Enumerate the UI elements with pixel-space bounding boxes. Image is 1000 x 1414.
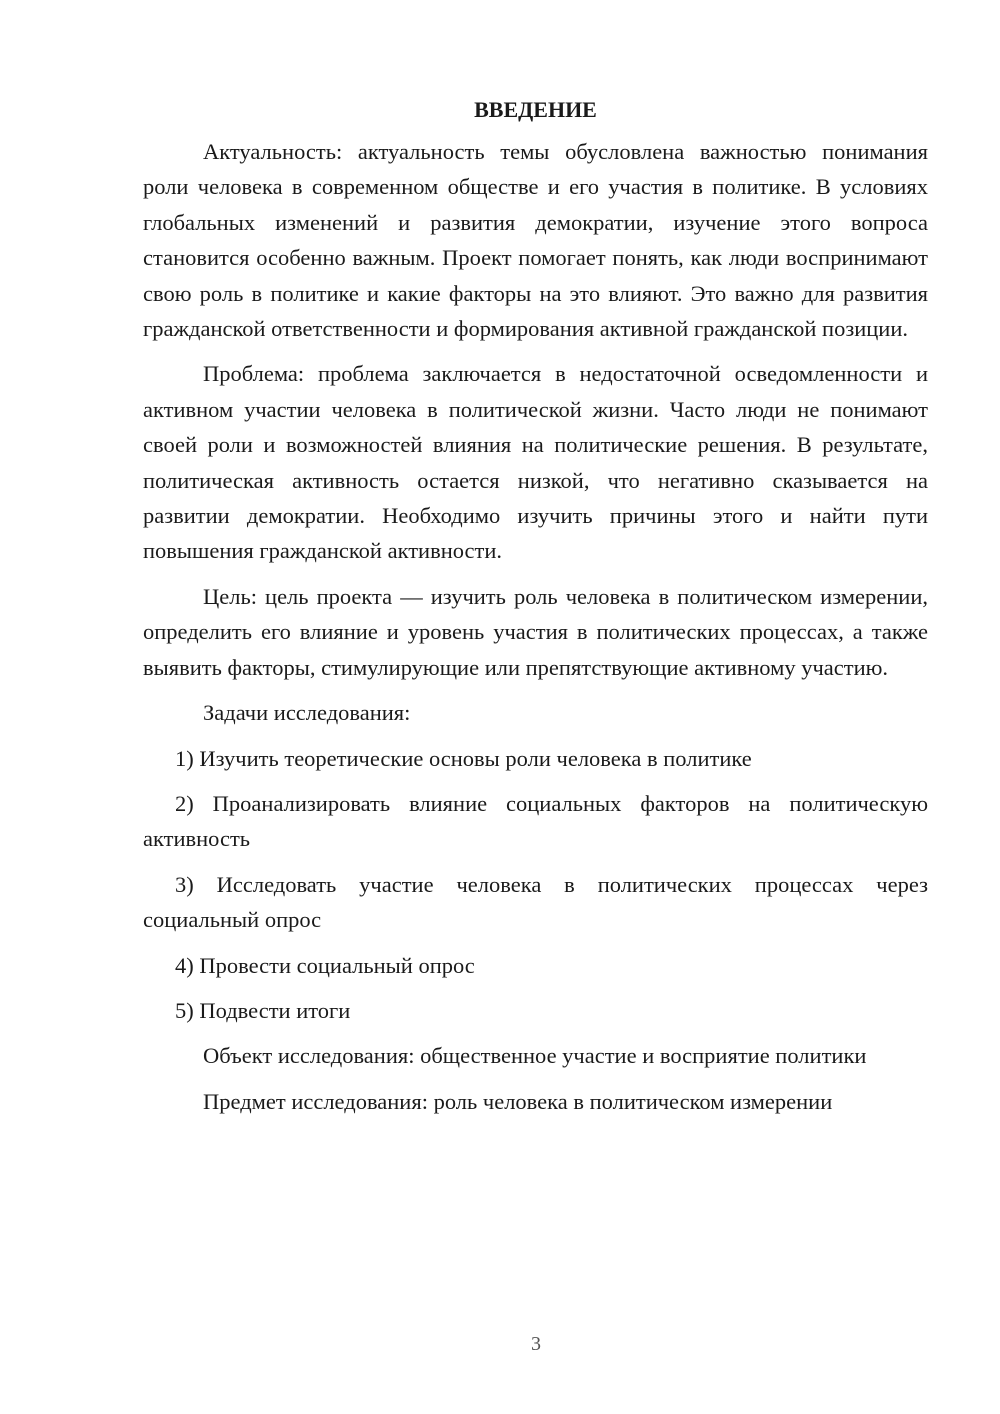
list-item: 1) Изучить теоретические основы роли человека в политике: [175, 745, 752, 771]
list-item: 3) Исследовать участие человека в политических процессах через социальный опрос: [143, 871, 928, 933]
problem-paragraph: Проблема: проблема заключается в недостаточной осведомленности и активном участии человека в политической жизни. Часто люди не понимают своей роли и возможностей влияния на политические решения. В результате, политическая активность остается низкой, что негативно сказывается на развитии демократии. Необходимо изучить причины этого и найти пути повышения гражданской активности.: [143, 361, 928, 564]
page-title: ВВЕДЕНИЕ: [474, 97, 597, 122]
list-item: 2) Проанализировать влияние социальных факторов на политическую активность: [143, 790, 928, 852]
relevance-paragraph: Актуальность: актуальность темы обусловлена важностью понимания роли человека в современном обществе и его участия в политике. В условиях глобальных изменений и развития демократии, изучение этого вопроса становится особенно важным. Проект помогает понять, как люди воспринимают свою роль в политике и какие факторы на это влияют. Это важно для развития гражданской ответственности и формирования активной гражданской позиции.: [143, 139, 928, 342]
document-page: [143, 92, 928, 1129]
tasks-heading: Задачи исследования:: [203, 700, 411, 726]
research-subject-paragraph: Предмет исследования: роль человека в политическом измерении: [203, 1088, 833, 1114]
research-object-paragraph: Объект исследования: общественное участие и восприятие политики: [203, 1043, 867, 1069]
tasks-list: [143, 741, 928, 1029]
goal-paragraph: Цель: цель проекта — изучить роль человека в политическом измерении, определить его влияние и уровень участия в политических процессах, а также выявить факторы, стимулирующие или препятствующие активному участию.: [143, 583, 928, 680]
list-item: 4) Провести социальный опрос: [175, 952, 475, 978]
page-number: 3: [531, 1333, 541, 1355]
list-item: 5) Подвести итоги: [175, 997, 351, 1023]
